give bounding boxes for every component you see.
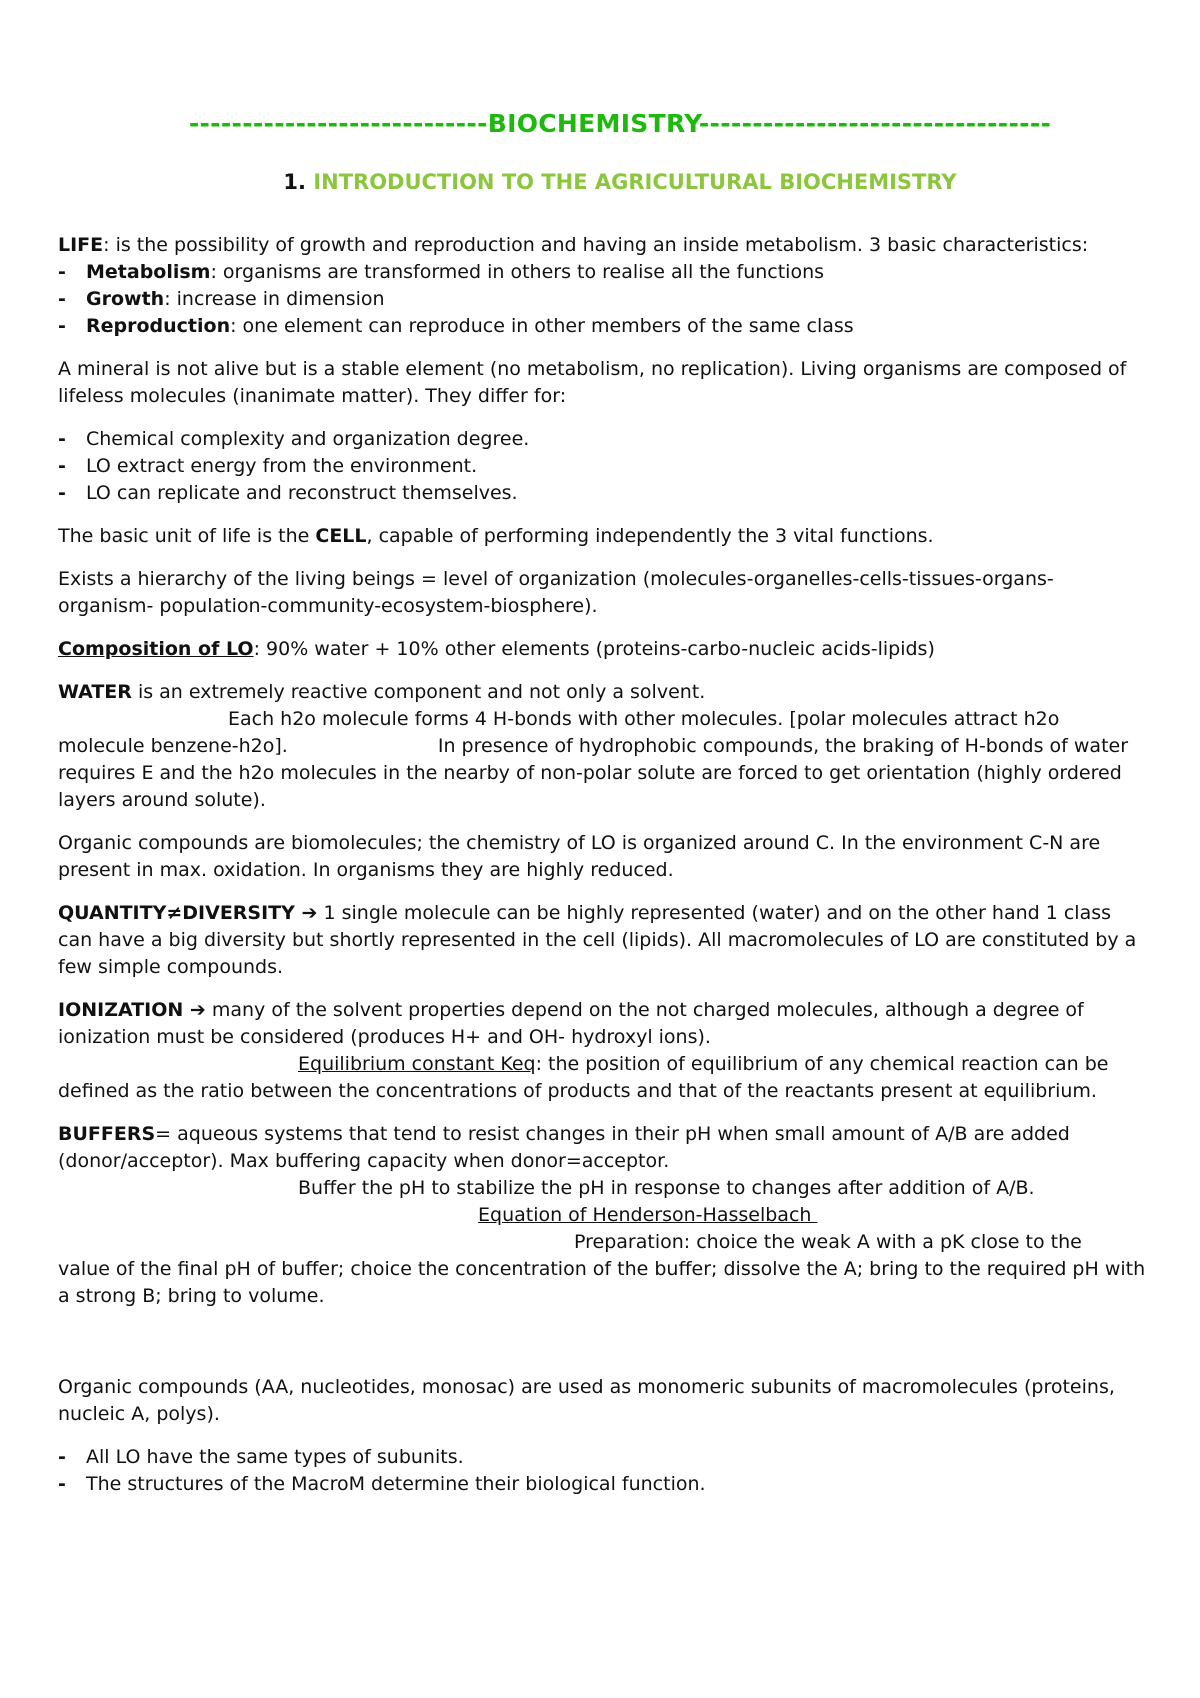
life-term: LIFE — [58, 234, 104, 256]
buffers-term: BUFFERS — [58, 1123, 156, 1145]
composition-paragraph — [58, 636, 1148, 663]
list-item: - Chemical complexity and organization degree. — [58, 426, 1148, 453]
list-item-term: Reproduction — [86, 315, 231, 337]
cell-term: CELL — [315, 525, 367, 547]
composition-term: Composition of LO — [58, 638, 254, 660]
water-paragraph — [58, 679, 1148, 814]
list-item: - All LO have the same types of subunits. — [58, 1444, 1148, 1471]
quantity-paragraph — [58, 900, 1148, 981]
cell-paragraph — [58, 523, 1148, 550]
spacer — [58, 1326, 1148, 1374]
section-number: 1. — [283, 170, 306, 194]
organic-paragraph: Organic compounds are biomolecules; the chemistry of LO is organized around C. In the environment C-N are present in max. oxidation. In organisms they are highly reduced. — [58, 832, 1101, 881]
differences-list — [58, 426, 1148, 507]
water-term: WATER — [58, 681, 132, 703]
keq-text: : the position of equilibrium of any chemical reaction can be defined as the ratio between the concentrations of products and that of the reactants present at equilibrium. — [58, 1053, 1109, 1102]
equation-title: Equation of Henderson-Hasselbach — [478, 1204, 818, 1226]
quantity-text: 1 single molecule can be highly represented (water) and on the other hand 1 class can have a big diversity but shortly represented in the cell (lipids). All macromolecules of LO are constituted by a few simple compounds. — [58, 902, 1137, 978]
water-hbonds-text: Each h2o molecule forms 4 H-bonds with other molecules. [polar molecules attract h2o molecule benzene-h2o]. — [58, 708, 1060, 757]
list-item-term: Metabolism — [86, 261, 211, 283]
section-heading — [0, 168, 1200, 196]
list-item — [58, 286, 1148, 313]
section-title: INTRODUCTION TO THE AGRICULTURAL BIOCHEMISTRY — [313, 170, 957, 194]
life-paragraph — [58, 232, 1148, 259]
composition-text: : 90% water + 10% other elements (proteins-carbo-nucleic acids-lipids) — [253, 638, 935, 660]
hierarchy-paragraph: Exists a hierarchy of the living beings = level of organization (molecules-organelles-cells-tissues-organs-organism- population-community-ecosystem-biosphere). — [58, 568, 1054, 617]
document-body — [58, 232, 1148, 1514]
mineral-paragraph: A mineral is not alive but is a stable element (no metabolism, no replication). Living organisms are composed of lifeless molecules (inanimate matter). They differ for: — [58, 358, 1127, 407]
cell-text-before: The basic unit of life is the — [58, 525, 316, 547]
list-item-text: : organisms are transformed in others to realise all the functions — [210, 261, 825, 283]
buffers-preparation-cont: value of the final pH of buffer; choice the concentration of the buffer; dissolve the A; bring to the required pH with a strong B; bring to volume. — [58, 1258, 1146, 1307]
life-characteristics-list — [58, 259, 1148, 340]
life-text: : is the possibility of growth and reproduction and having an inside metabolism. 3 basic characteristics: — [103, 234, 1089, 256]
list-item: - LO extract energy from the environment. — [58, 453, 1148, 480]
list-item-term: Growth — [86, 288, 165, 310]
buffers-text: = aqueous systems that tend to resist changes in their pH when small amount of A/B are added (donor/acceptor). Max buffering capacity when donor=acceptor. — [58, 1123, 1070, 1172]
page-title: ----------------------------BIOCHEMISTRY--------------------------------- — [188, 109, 1052, 138]
list-item — [58, 259, 1148, 286]
buffers-preparation: Preparation: choice the weak A with a pK close to the — [574, 1231, 1082, 1253]
henderson-hasselbach-equation — [58, 1202, 1148, 1229]
ionization-text: many of the solvent properties depend on the not charged molecules, although a degree of ionization must be considered (produces H+ and OH- hydroxyl ions). — [58, 999, 1084, 1048]
list-item — [58, 313, 1148, 340]
buffers-paragraph — [58, 1121, 1148, 1175]
list-item: - The structures of the MacroM determine their biological function. — [58, 1471, 1148, 1498]
quantity-term: QUANTITY≠DIVERSITY ➔ — [58, 902, 318, 924]
keq-term: Equilibrium constant Keq — [298, 1053, 536, 1075]
list-item: - LO can replicate and reconstruct themselves. — [58, 480, 1148, 507]
list-item-text: : increase in dimension — [164, 288, 385, 310]
monomers-list — [58, 1444, 1148, 1498]
list-item-text: : one element can reproduce in other members of the same class — [230, 315, 854, 337]
ionization-term: IONIZATION ➔ — [58, 999, 206, 1021]
cell-text-after: , capable of performing independently the 3 vital functions. — [366, 525, 934, 547]
water-line1: is an extremely reactive component and not only a solvent. — [131, 681, 706, 703]
buffers-line2: Buffer the pH to stabilize the pH in response to changes after addition of A/B. — [298, 1177, 1035, 1199]
ionization-paragraph — [58, 997, 1148, 1105]
monomers-paragraph: Organic compounds (AA, nucleotides, monosac) are used as monomeric subunits of macromolecules (proteins, nucleic A, polys). — [58, 1376, 1115, 1425]
water-hydrophobic-text: In presence of hydrophobic compounds, the braking of H-bonds of water requires E and the h2o molecules in the nearby of non-polar solute are forced to get orientation (highly ordered layers around solute). — [58, 735, 1129, 811]
